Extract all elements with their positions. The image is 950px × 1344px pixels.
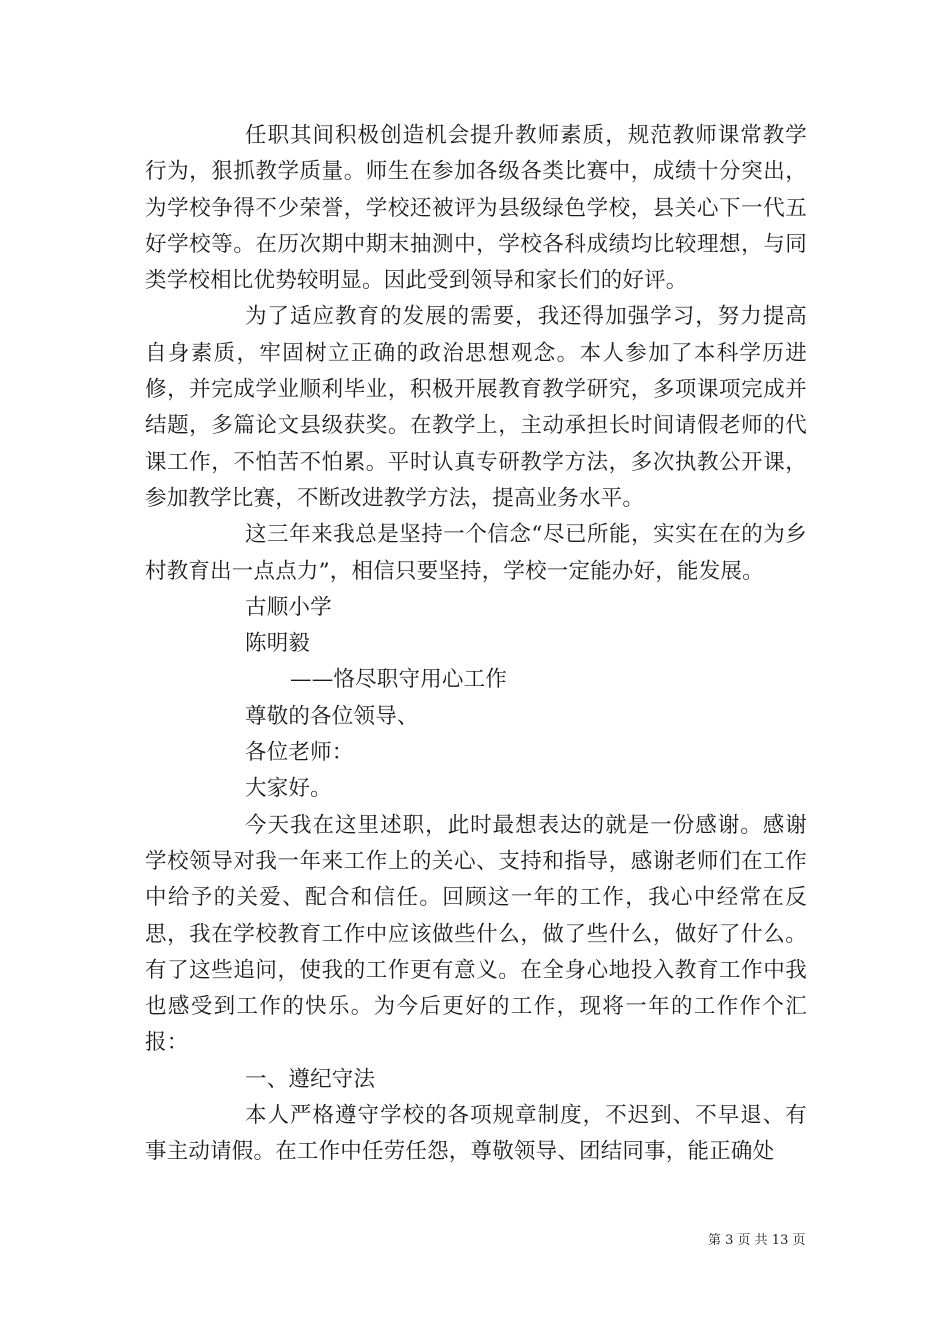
paragraph-belief: 这三年来我总是坚持一个信念“尽已所能，实实在在的为乡村教育出一点点力”，相信只要坚持，学校一定能办好，能发展。 <box>145 522 807 584</box>
salutation-teachers: 各位老师： <box>245 740 354 766</box>
paragraph-teacher-quality: 任职其间积极创造机会提升教师素质，规范教师课常教学行为，狠抓教学质量。师生在参加各级各类比赛中，成绩十分突出，为学校争得不少荣誉，学校还被评为县级绿色学校，县关心下一代五好学校等。在历次期中期末抽测中，学校各科成绩均比较理想，与同类学校相比优势较明显。因此受到领导和家长们的好评。 <box>145 123 807 294</box>
page-number-footer: 第 3 页 共 13 页 <box>708 1233 806 1248</box>
paragraph-thanks: 今天我在这里述职，此时最想表达的就是一份感谢。感谢学校领导对我一年来工作上的关心、支持和指导，感谢老师们在工作中给予的关爱、配合和信任。回顾这一年的工作，我心中经常在反思，我在学校教育工作中应该做些什么，做了些什么，做好了什么。有了这些追问，使我的工作更有意义。在全身心地投入教育工作中我也感受到工作的快乐。为今后更好的工作，现将一年的工作作个汇报： <box>145 812 807 1056</box>
author-name: 陈明毅 <box>245 631 311 657</box>
paragraph-self-improvement: 为了适应教育的发展的需要，我还得加强学习，努力提高自身素质，牢固树立正确的政治思想观念。本人参加了本科学历进修，并完成学业顺利毕业，积极开展教育教学研究，多项课项完成并结题，多篇论文县级获奖。在教学上，主动承担长时间请假老师的代课工作，不怕苦不怕累。平时认真专研教学方法，多次执教公开课，参加教学比赛，不断改进教学方法，提高业务水平。 <box>145 304 807 511</box>
speech-subtitle: ——恪尽职守用心工作 <box>290 667 508 693</box>
school-name: 古顺小学 <box>245 594 332 620</box>
greeting: 大家好。 <box>245 776 332 802</box>
salutation-leaders: 尊敬的各位领导、 <box>245 703 419 729</box>
paragraph-discipline: 本人严格遵守学校的各项规章制度，不迟到、不早退、有事主动请假。在工作中任劳任怨，尊敬领导、团结同事，能正确处 <box>145 1103 807 1165</box>
section-heading-discipline: 一、遵纪守法 <box>245 1066 376 1092</box>
document-body <box>145 118 807 1171</box>
